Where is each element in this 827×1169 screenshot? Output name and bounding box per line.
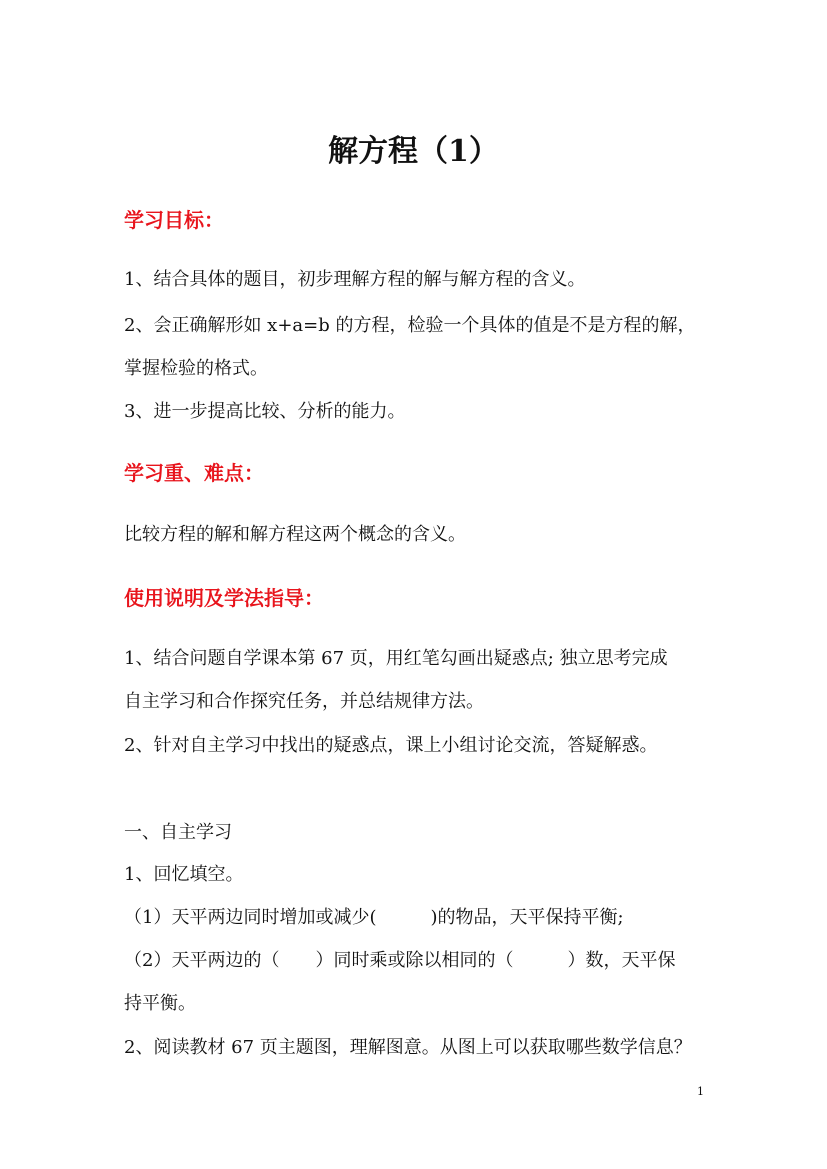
self-study-line-2: （1）天平两边同时增加或减少( )的物品，天平保持平衡; [124,907,624,928]
self-study-heading: 一、自主学习 [124,822,232,843]
goals-line-3: 掌握检验的格式。 [124,358,268,379]
self-study-line-5: 2、阅读教材 67 页主题图，理解图意。从图上可以获取哪些数学信息？ [124,1037,692,1058]
self-study-line-1: 1、回忆填空。 [124,864,244,885]
page-number: 1 [697,1085,704,1098]
instructions-heading: 使用说明及学法指导： [124,586,324,610]
self-study-line-3: （2）天平两边的（ ）同时乘或除以相同的（ ）数，天平保 [124,950,676,971]
instructions-line-1: 1、结合问题自学课本第 67 页，用红笔勾画出疑惑点; 独立思考完成 [124,648,668,669]
self-study-line-4: 持平衡。 [124,993,196,1014]
goals-heading: 学习目标： [124,208,224,232]
document-title: 解方程（1） [328,134,499,169]
goals-line-2: 2、会正确解形如 x+a=b 的方程，检验一个具体的值是不是方程的解， [124,315,696,336]
instructions-line-2: 自主学习和合作探究任务，并总结规律方法。 [124,691,484,712]
key-points-heading: 学习重、难点： [124,461,264,485]
goals-line-1: 1、结合具体的题目，初步理解方程的解与解方程的含义。 [124,269,586,290]
instructions-line-3: 2、针对自主学习中找出的疑惑点，课上小组讨论交流，答疑解惑。 [124,735,658,756]
goals-line-4: 3、进一步提高比较、分析的能力。 [124,401,406,422]
key-points-line-1: 比较方程的解和解方程这两个概念的含义。 [124,524,466,545]
